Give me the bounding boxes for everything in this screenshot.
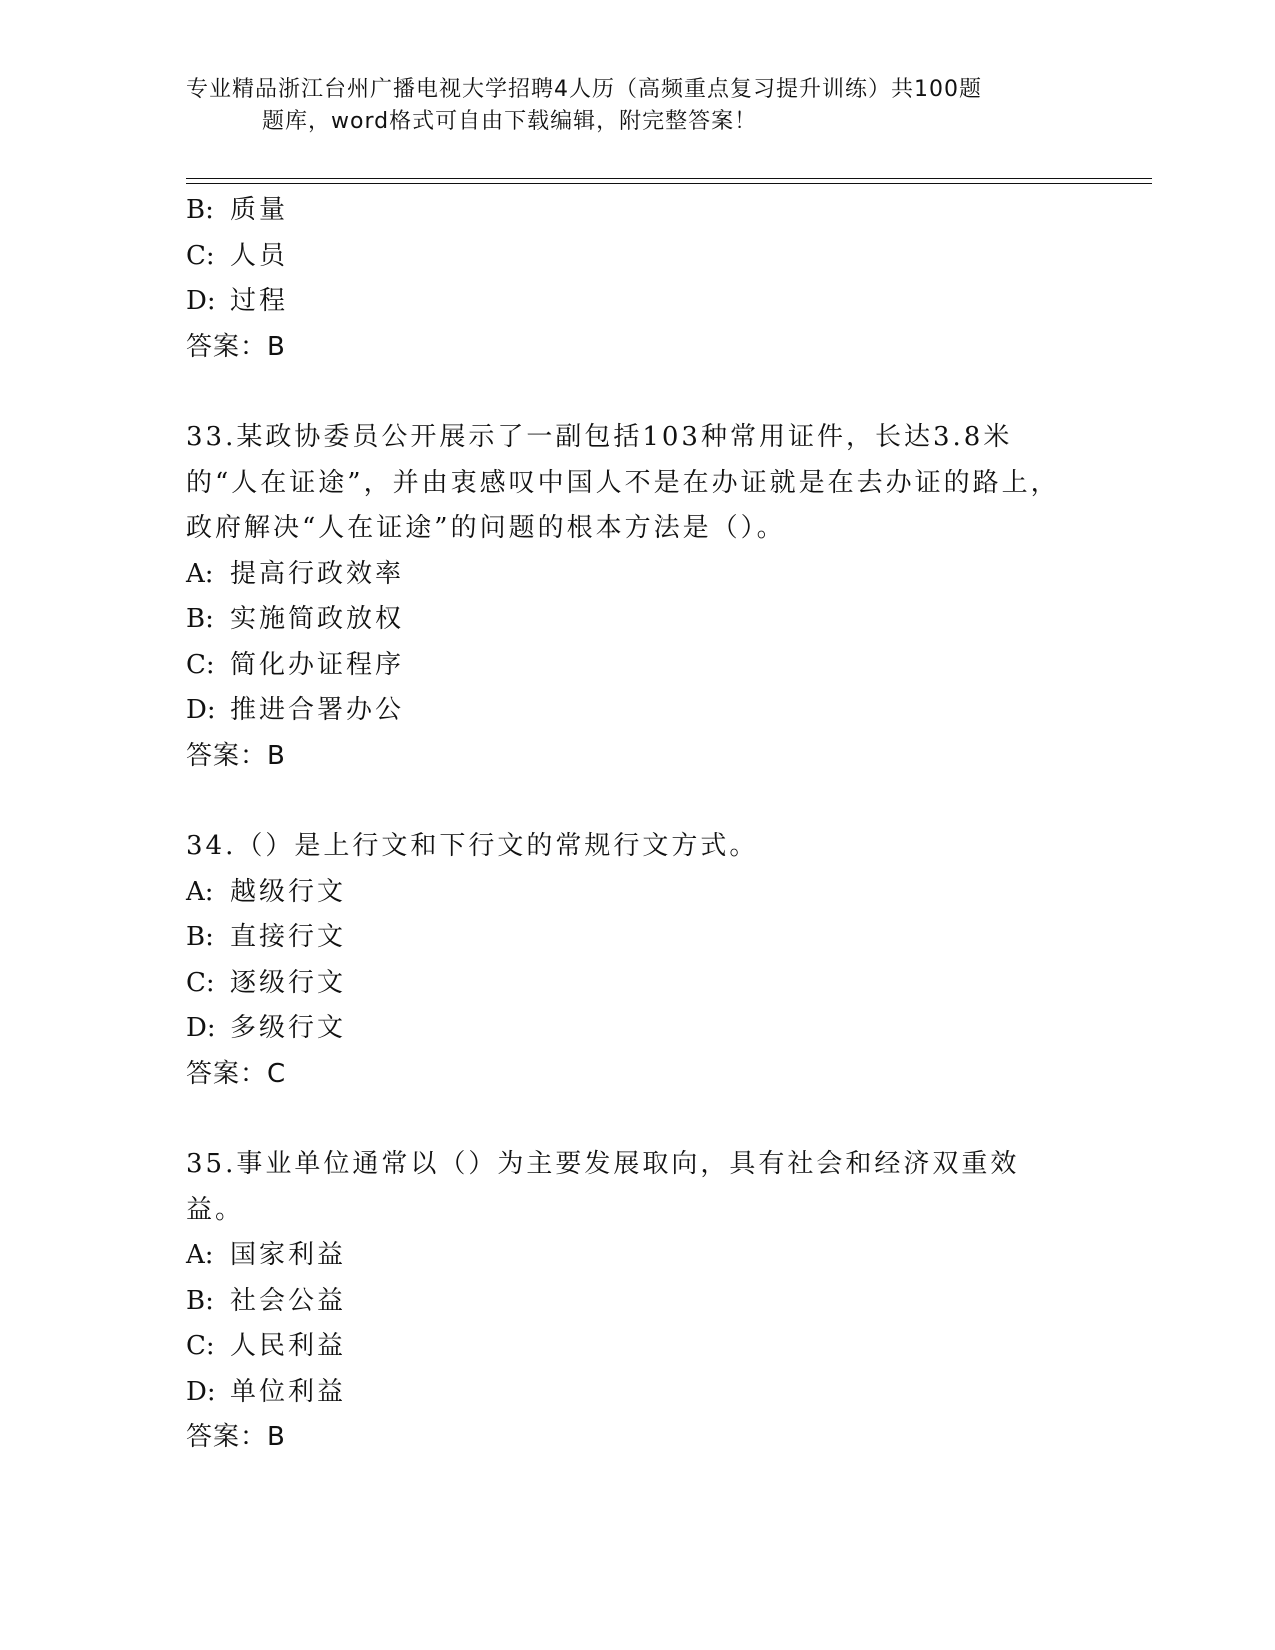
- question-stem: 34.（）是上行文和下行文的常规行文方式。: [186, 831, 759, 861]
- answer-line: 答案：B: [186, 331, 286, 362]
- question-block-33: [186, 415, 1086, 779]
- option-c: C: 逐级行文: [186, 967, 347, 998]
- option-c: C: 人民利益: [186, 1331, 347, 1361]
- option-c: C: 简化办证程序: [186, 649, 405, 680]
- question-block-34: [186, 824, 1086, 1097]
- option-b: B: 直接行文: [186, 922, 347, 952]
- option-b: B: 实施简政放权: [186, 604, 405, 634]
- question-block-32: [186, 188, 1086, 370]
- question-stem: 35.事业单位通常以（）为主要发展取向，具有社会和经济双重效益。: [186, 1149, 1020, 1225]
- header-rule-top: [186, 178, 1152, 179]
- question-block-35: [186, 1142, 1086, 1461]
- option-b: B: 社会公益: [186, 1285, 347, 1316]
- document-header: [186, 74, 1066, 138]
- header-line-1: 专业精品浙江台州广播电视大学招聘4人历（高频重点复习提升训练）共100题: [186, 77, 982, 102]
- option-d: D: 单位利益: [186, 1376, 347, 1407]
- option-d: D: 过程: [186, 286, 289, 316]
- option-a: A: 提高行政效率: [186, 558, 405, 589]
- option-a: A: 越级行文: [186, 876, 347, 907]
- option-d: D: 多级行文: [186, 1013, 347, 1043]
- question-stem: 33.某政协委员公开展示了一副包括103种常用证件，长达3.8米的“人在证途”，并由衷感叹中国人不是在办证就是在去办证的路上，政府解决“人在证途”的问题的根本方法是（）。: [186, 422, 1060, 543]
- header-line-2: 题库，word格式可自由下载编辑，附完整答案！: [262, 109, 758, 134]
- option-b: B: 质量: [186, 195, 289, 225]
- document-body: [186, 188, 1086, 1461]
- option-c: C: 人员: [186, 240, 289, 271]
- answer-line: 答案：B: [186, 1422, 286, 1452]
- option-d: D: 推进合署办公: [186, 695, 405, 725]
- header-rule-bottom: [186, 183, 1152, 184]
- answer-line: 答案：C: [186, 1058, 287, 1089]
- answer-line: 答案：B: [186, 740, 286, 771]
- option-a: A: 国家利益: [186, 1240, 347, 1270]
